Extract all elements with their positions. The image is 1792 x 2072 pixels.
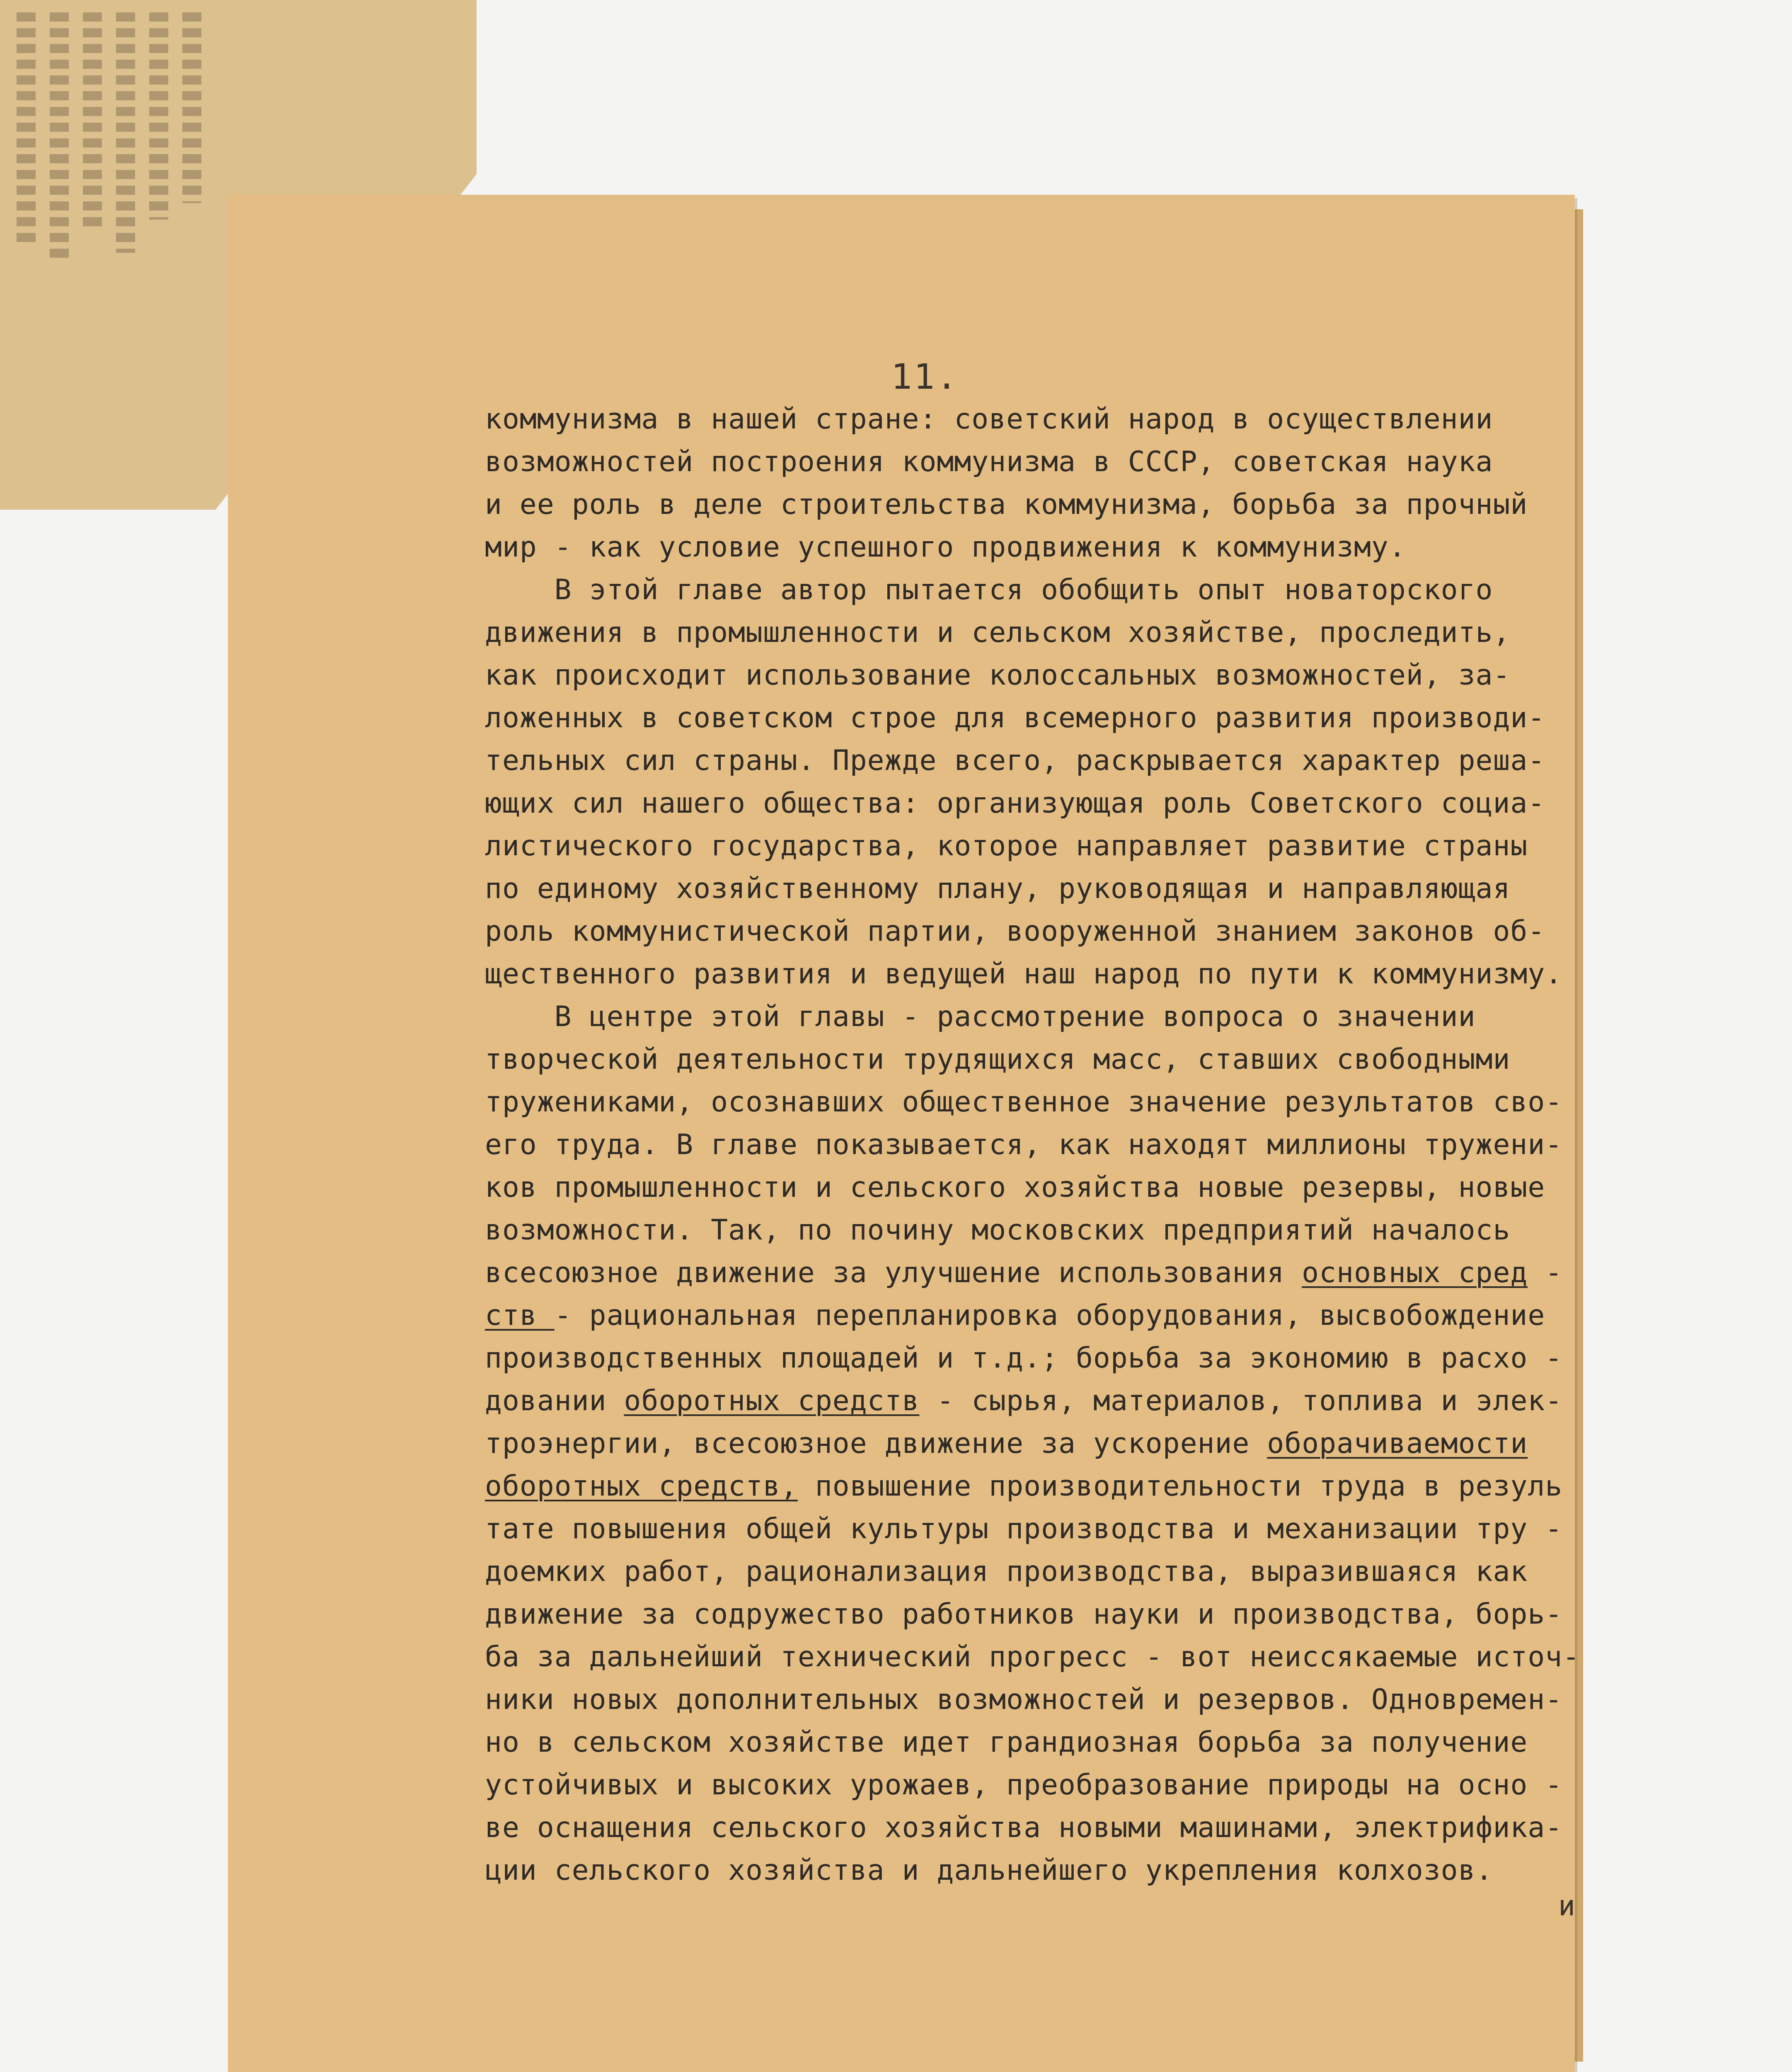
text-line <box>485 1081 1612 1123</box>
text-segment: но в сельском хозяйстве идет грандиозная борьба за получение <box>485 1726 1528 1759</box>
text-segment: его труда. В главе показывается, как находят миллионы тружени- <box>485 1128 1563 1161</box>
text-segment: троэнергии, всесоюзное движение за ускорение <box>485 1427 1267 1460</box>
text-line <box>485 526 1612 569</box>
text-line <box>485 611 1612 654</box>
text-segment: устойчивых и высоких урожаев, преобразование природы на осно - <box>485 1769 1563 1801</box>
text-segment: мир - как условие успешного продвижения к коммунизму. <box>485 531 1406 564</box>
text-line <box>485 1678 1612 1721</box>
text-segment: всесоюзное движение за улучшение использования <box>485 1256 1302 1289</box>
underlined-text: оборачиваемости <box>1267 1427 1528 1460</box>
text-line <box>485 697 1612 739</box>
text-segment: возможности. Так, по почину московских предприятий началось <box>485 1214 1511 1247</box>
text-segment: доемких работ, рационализация производства, выразившаяся как <box>485 1555 1528 1588</box>
text-segment: щественного развития и ведущей наш народ по пути к коммунизму. <box>485 958 1563 990</box>
text-segment: листического государства, которое направляет развитие страны <box>485 830 1528 862</box>
text-segment: - рациональная перепланировка оборудования, высвобождение <box>554 1299 1545 1332</box>
text-line <box>485 1337 1612 1380</box>
page-body-text <box>485 398 1612 1892</box>
text-line <box>485 1721 1612 1764</box>
text-line <box>485 782 1612 825</box>
text-line <box>485 1849 1612 1892</box>
text-line <box>485 1294 1612 1337</box>
text-segment: ции сельского хозяйства и дальнейшего укрепления колхозов. <box>485 1854 1493 1887</box>
underlying-sheet-bleed-text <box>17 12 249 278</box>
text-line <box>485 1465 1612 1508</box>
text-line <box>485 1636 1612 1678</box>
text-line <box>485 483 1612 526</box>
text-line <box>485 995 1612 1038</box>
text-line <box>485 1123 1612 1166</box>
underlined-text: ств <box>485 1299 555 1332</box>
text-segment: ве оснащения сельского хозяйства новыми машинами, электрифика- <box>485 1811 1563 1844</box>
text-line <box>485 1038 1612 1081</box>
text-segment: творческой деятельности трудящихся масс, ставших свободными <box>485 1043 1511 1076</box>
text-segment: как происходит использование колоссальных возможностей, за- <box>485 659 1511 692</box>
text-line <box>485 441 1612 483</box>
text-line <box>485 1209 1612 1251</box>
text-line <box>485 1764 1612 1806</box>
underlined-text: оборотных средств, <box>485 1470 798 1503</box>
text-line <box>485 953 1612 995</box>
text-line <box>485 910 1612 953</box>
text-line <box>485 1550 1612 1593</box>
text-segment: ков промышленности и сельского хозяйства новые резервы, новые <box>485 1171 1545 1204</box>
text-segment: В центре этой главы - рассмотрение вопроса о значении <box>485 1000 1476 1033</box>
text-segment: тате повышения общей культуры производства и механизации тру - <box>485 1513 1563 1545</box>
text-line <box>485 654 1612 697</box>
text-segment: ложенных в советском строе для всемерного развития производи- <box>485 702 1545 734</box>
text-segment: ба за дальнейший технический прогресс - вот неиссякаемые источ- <box>485 1641 1580 1673</box>
text-line <box>485 867 1612 910</box>
text-segment: - сырья, материалов, топлива и элек- <box>919 1385 1563 1417</box>
text-line <box>485 1508 1612 1550</box>
text-segment: В этой главе автор пытается обобщить опыт новаторского <box>485 574 1493 606</box>
text-line <box>485 398 1612 441</box>
text-segment: довании <box>485 1385 624 1417</box>
text-segment: роль коммунистической партии, вооруженной знанием законов об- <box>485 915 1545 948</box>
page-number: 11. <box>891 356 959 397</box>
text-segment: возможностей построения коммунизма в СССР, советская наука <box>485 445 1493 478</box>
text-segment: производственных площадей и т.д.; борьба за экономию в расхо - <box>485 1342 1563 1375</box>
text-line <box>485 1806 1612 1849</box>
text-line <box>485 739 1612 782</box>
underlined-text: оборотных средств <box>624 1385 920 1417</box>
text-line <box>485 1422 1612 1465</box>
text-segment: тружениками, осознавших общественное значение результатов сво- <box>485 1086 1563 1118</box>
text-segment: движение за содружество работников науки и производства, борь- <box>485 1598 1563 1631</box>
text-line <box>485 569 1612 611</box>
underlined-text: основных сред <box>1302 1256 1528 1289</box>
text-line <box>485 1380 1612 1422</box>
text-segment: движения в промышленности и сельском хозяйстве, проследить, <box>485 616 1511 649</box>
text-segment: тельных сил страны. Прежде всего, раскрывается характер реша- <box>485 744 1545 777</box>
text-line <box>485 1251 1612 1294</box>
text-segment: и ее роль в деле строительства коммунизма, борьба за прочный <box>485 488 1528 521</box>
text-segment: ющих сил нашего общества: организующая роль Советского социа- <box>485 787 1545 820</box>
text-line <box>485 825 1612 867</box>
text-segment: повышение производительности труда в резуль <box>797 1470 1563 1503</box>
typed-page <box>228 195 1580 2072</box>
text-segment: коммунизма в нашей стране: советский народ в осуществлении <box>485 403 1493 436</box>
margin-letter: и <box>1558 1890 1575 1922</box>
text-segment: ники новых дополнительных возможностей и резервов. Одновремен- <box>485 1683 1563 1716</box>
text-segment: - <box>1528 1256 1563 1289</box>
text-line <box>485 1593 1612 1636</box>
text-segment: по единому хозяйственному плану, руководящая и направляющая <box>485 872 1511 905</box>
text-line <box>485 1166 1612 1209</box>
